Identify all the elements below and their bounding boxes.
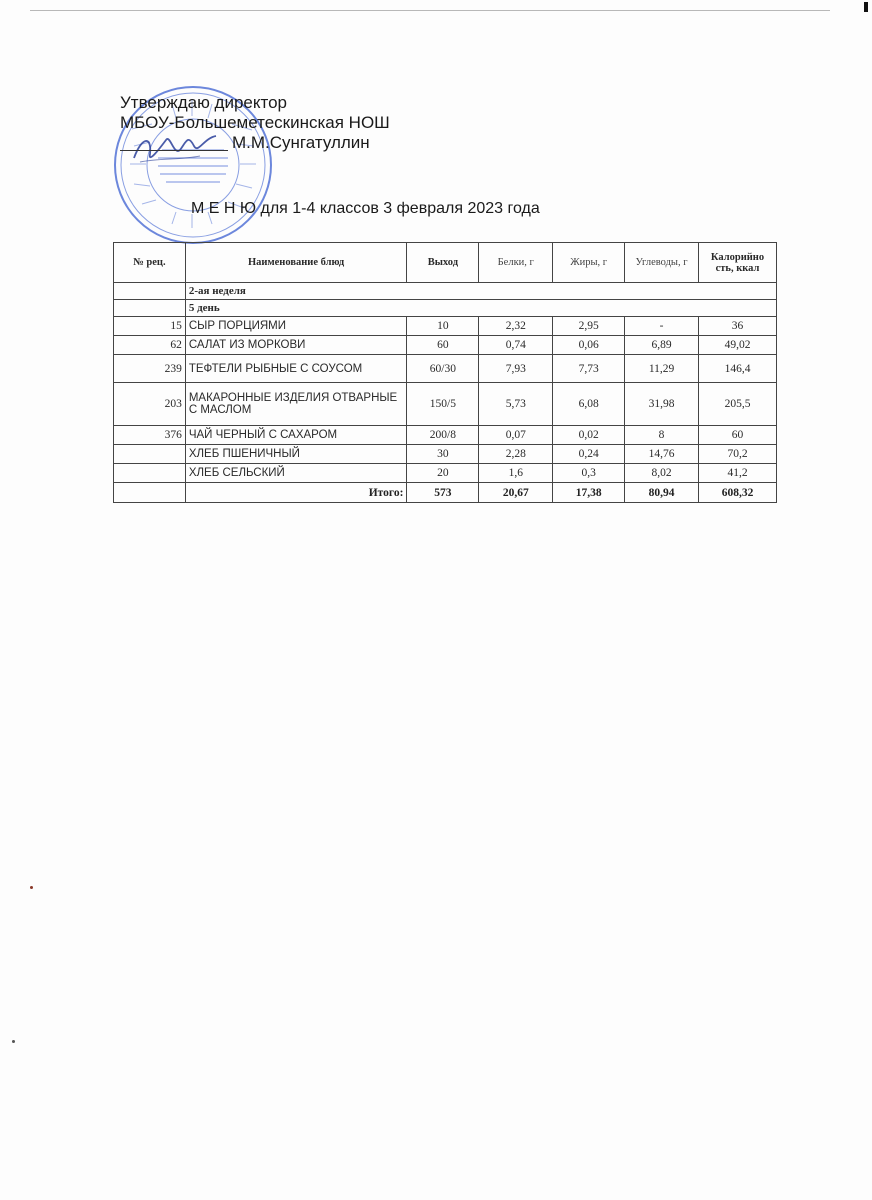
dish-fat: 0,24 <box>553 445 625 464</box>
dish-name: САЛАТ ИЗ МОРКОВИ <box>185 336 407 355</box>
table-row <box>114 355 777 383</box>
header-rec: № рец. <box>114 243 186 283</box>
scan-speck <box>12 1040 15 1043</box>
total-output: 573 <box>407 483 479 503</box>
scan-speck <box>30 886 33 889</box>
scan-corner-mark <box>864 2 868 12</box>
dish-carbs: 14,76 <box>625 445 699 464</box>
dish-fat: 2,95 <box>553 317 625 336</box>
dish-kcal: 60 <box>699 426 777 445</box>
scan-edge-line <box>30 10 830 11</box>
dish-fat: 0,06 <box>553 336 625 355</box>
day-row <box>114 300 777 317</box>
dish-name: СЫР ПОРЦИЯМИ <box>185 317 407 336</box>
dish-carbs: 8 <box>625 426 699 445</box>
approval-title: Утверждаю директор <box>120 93 288 112</box>
dish-fat: 7,73 <box>553 355 625 383</box>
header-output: Выход <box>407 243 479 283</box>
dish-protein: 2,28 <box>479 445 553 464</box>
recipe-number <box>114 464 186 483</box>
dish-output: 20 <box>407 464 479 483</box>
dish-name: ХЛЕБ ПШЕНИЧНЫЙ <box>185 445 407 464</box>
dish-name: МАКАРОННЫЕ ИЗДЕЛИЯ ОТВАРНЫЕ С МАСЛОМ <box>185 383 407 426</box>
school-name: МБОУ-Большеметескинская НОШ <box>120 113 390 132</box>
dish-carbs: 11,29 <box>625 355 699 383</box>
dish-fat: 0,02 <box>553 426 625 445</box>
dish-kcal: 146,4 <box>699 355 777 383</box>
dish-protein: 2,32 <box>479 317 553 336</box>
dish-kcal: 41,2 <box>699 464 777 483</box>
dish-fat: 0,3 <box>553 464 625 483</box>
dish-protein: 0,74 <box>479 336 553 355</box>
dish-kcal: 70,2 <box>699 445 777 464</box>
total-label: Итого: <box>185 483 407 503</box>
header-kcal: Калорийно сть, ккал <box>699 243 777 283</box>
recipe-number: 239 <box>114 355 186 383</box>
header-protein: Белки, г <box>479 243 553 283</box>
dish-carbs: - <box>625 317 699 336</box>
dish-name: ТЕФТЕЛИ РЫБНЫЕ С СОУСОМ <box>185 355 407 383</box>
header-carbs: Углеводы, г <box>625 243 699 283</box>
day-label: 5 день <box>185 300 776 317</box>
menu-title: М Е Н Ю для 1-4 классов 3 февраля 2023 года <box>191 200 540 217</box>
table-row <box>114 383 777 426</box>
dish-output: 30 <box>407 445 479 464</box>
table-header-row <box>114 243 777 283</box>
recipe-number: 62 <box>114 336 186 355</box>
dish-output: 10 <box>407 317 479 336</box>
dish-name: ХЛЕБ СЕЛЬСКИЙ <box>185 464 407 483</box>
dish-output: 200/8 <box>407 426 479 445</box>
dish-protein: 0,07 <box>479 426 553 445</box>
dish-fat: 6,08 <box>553 383 625 426</box>
week-row <box>114 283 777 300</box>
dish-output: 150/5 <box>407 383 479 426</box>
dish-carbs: 6,89 <box>625 336 699 355</box>
recipe-number: 376 <box>114 426 186 445</box>
dish-protein: 1,6 <box>479 464 553 483</box>
recipe-number: 203 <box>114 383 186 426</box>
total-carbs: 80,94 <box>625 483 699 503</box>
dish-output: 60 <box>407 336 479 355</box>
dish-kcal: 49,02 <box>699 336 777 355</box>
header-fat: Жиры, г <box>553 243 625 283</box>
table-row <box>114 426 777 445</box>
total-fat: 17,38 <box>553 483 625 503</box>
total-row <box>114 483 777 503</box>
table-row <box>114 445 777 464</box>
dish-protein: 5,73 <box>479 383 553 426</box>
table-row <box>114 317 777 336</box>
total-kcal: 608,32 <box>699 483 777 503</box>
dish-carbs: 31,98 <box>625 383 699 426</box>
recipe-number <box>114 445 186 464</box>
dish-protein: 7,93 <box>479 355 553 383</box>
approval-block <box>120 93 390 153</box>
menu-table <box>113 242 777 503</box>
recipe-number: 15 <box>114 317 186 336</box>
dish-kcal: 205,5 <box>699 383 777 426</box>
table-row <box>114 464 777 483</box>
dish-name: ЧАЙ ЧЕРНЫЙ С САХАРОМ <box>185 426 407 445</box>
dish-output: 60/30 <box>407 355 479 383</box>
dish-kcal: 36 <box>699 317 777 336</box>
week-label: 2-ая неделя <box>185 283 776 300</box>
table-row <box>114 336 777 355</box>
total-protein: 20,67 <box>479 483 553 503</box>
dish-carbs: 8,02 <box>625 464 699 483</box>
header-name: Наименование блюд <box>185 243 407 283</box>
director-name: М.М.Сунгатуллин <box>120 133 390 153</box>
